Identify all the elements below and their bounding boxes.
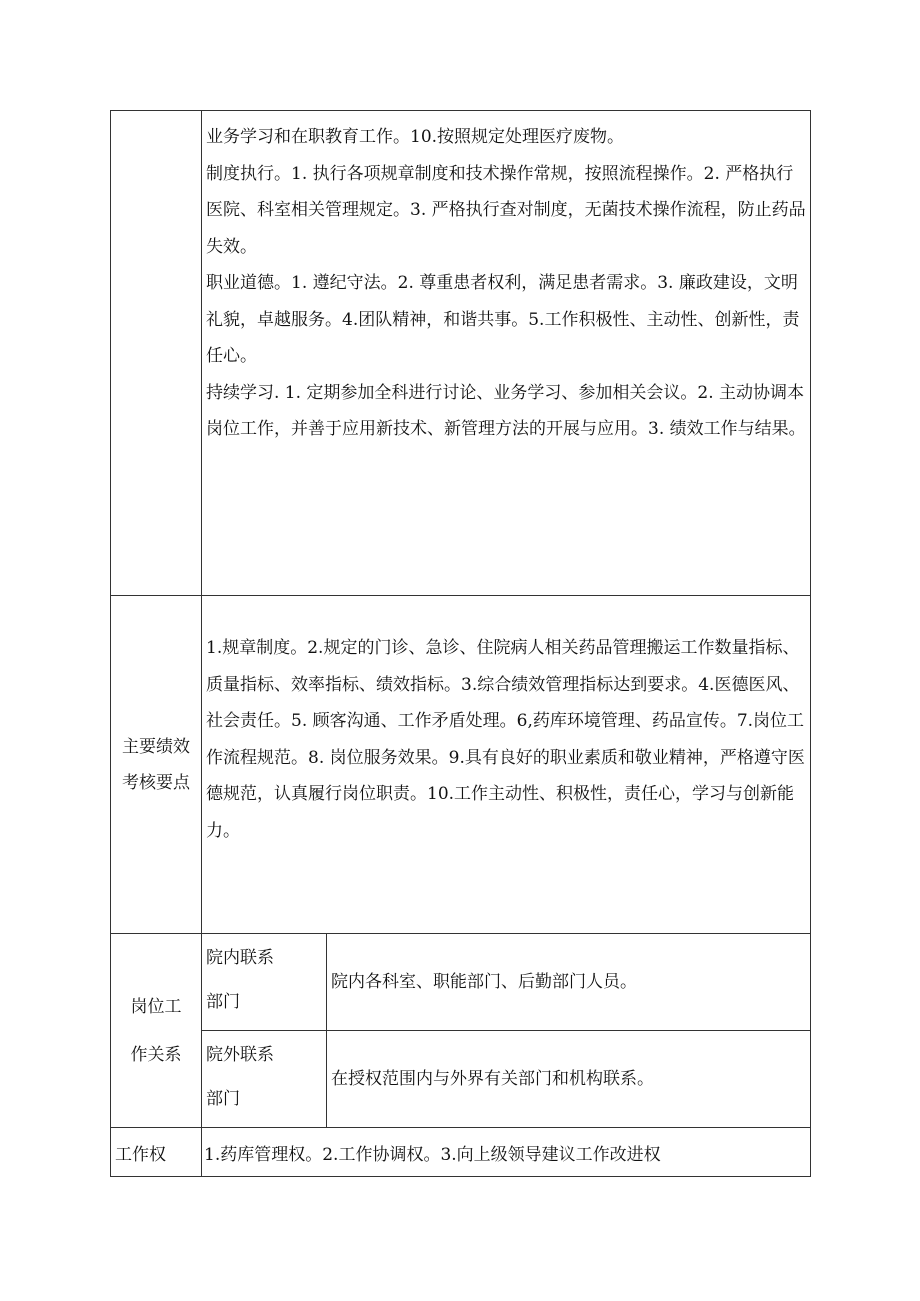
authority-value-cell [202, 1128, 811, 1177]
external-dept-value: 在授权范围内与外界有关部门和机构联系。 [331, 1069, 654, 1089]
assessment-label-line1: 主要绩效 [122, 736, 190, 757]
external-dept-label-cell [202, 1031, 327, 1128]
assessment-text: 1.规章制度。2.规定的门诊、急诊、住院病人相关药品管理搬运工作数量指标、质量指标、效率指标、绩效指标。3.综合绩效管理指标达到要求。4.医德医风、社会责任。5. 顾客沟通、工作矛盾处理。6,药库环境管理、药品宣传。7.岗位工作流程规范。8. 岗位服务效果。9.具有良好的职业素质和敬业精神，严格遵守医德规范，认真履行岗位职责。10.工作主动性、积极性，责任心，学习与创新能力。 [206, 638, 805, 841]
duties-row [111, 111, 811, 596]
authority-value: 1.药库管理权。2.工作协调权。3.向上级领导建议工作改进权 [204, 1144, 661, 1165]
internal-dept-label-cell [202, 934, 327, 1031]
external-dept-label-line1: 院外联系 [206, 1045, 274, 1065]
duties-label-cell [111, 111, 202, 596]
internal-dept-label-line2: 部门 [206, 992, 240, 1012]
assessment-row [111, 596, 811, 934]
job-description-table [110, 110, 811, 1177]
internal-dept-value-cell [327, 934, 811, 1031]
duties-paragraph-education: 业务学习和在职教育工作。10.按照规定处理医疗废物。 [206, 127, 625, 147]
duties-paragraph-learning: 持续学习. 1. 定期参加全科进行讨论、业务学习、参加相关会议。2. 主动协调本岗位工作，并善于应用新技术、新管理方法的开展与应用。3. 绩效工作与结果。 [206, 382, 806, 439]
external-dept-label-line2: 部门 [206, 1089, 240, 1109]
assessment-label-line2: 考核要点 [122, 772, 190, 793]
authority-label-cell [111, 1128, 202, 1177]
relations-label-line2: 作关系 [130, 1044, 182, 1065]
duties-paragraph-rules: 制度执行。1. 执行各项规章制度和技术操作常规，按照流程操作。2. 严格执行医院、科室相关管理规定。3. 严格执行查对制度，无菌技术操作流程，防止药品失效。 [206, 163, 806, 257]
duties-content-cell [202, 111, 811, 596]
authority-label: 工作权 [115, 1144, 166, 1165]
relations-label-cell [111, 934, 202, 1128]
internal-dept-label-line1: 院内联系 [206, 948, 274, 968]
relations-label-line1: 岗位工 [130, 996, 182, 1017]
authority-row [111, 1128, 811, 1177]
internal-dept-value: 院内各科室、职能部门、后勤部门人员。 [331, 972, 637, 992]
relations-external-row [111, 1031, 811, 1128]
duties-paragraph-ethics: 职业道德。1. 遵纪守法。2. 尊重患者权利，满足患者需求。3. 廉政建设，文明礼貌，卓越服务。4.团队精神，和谐共事。5.工作积极性、主动性、创新性，责任心。 [206, 273, 800, 366]
external-dept-value-cell [327, 1031, 811, 1128]
assessment-label-cell [111, 596, 202, 934]
relations-internal-row [111, 934, 811, 1031]
assessment-content-cell [202, 596, 811, 934]
